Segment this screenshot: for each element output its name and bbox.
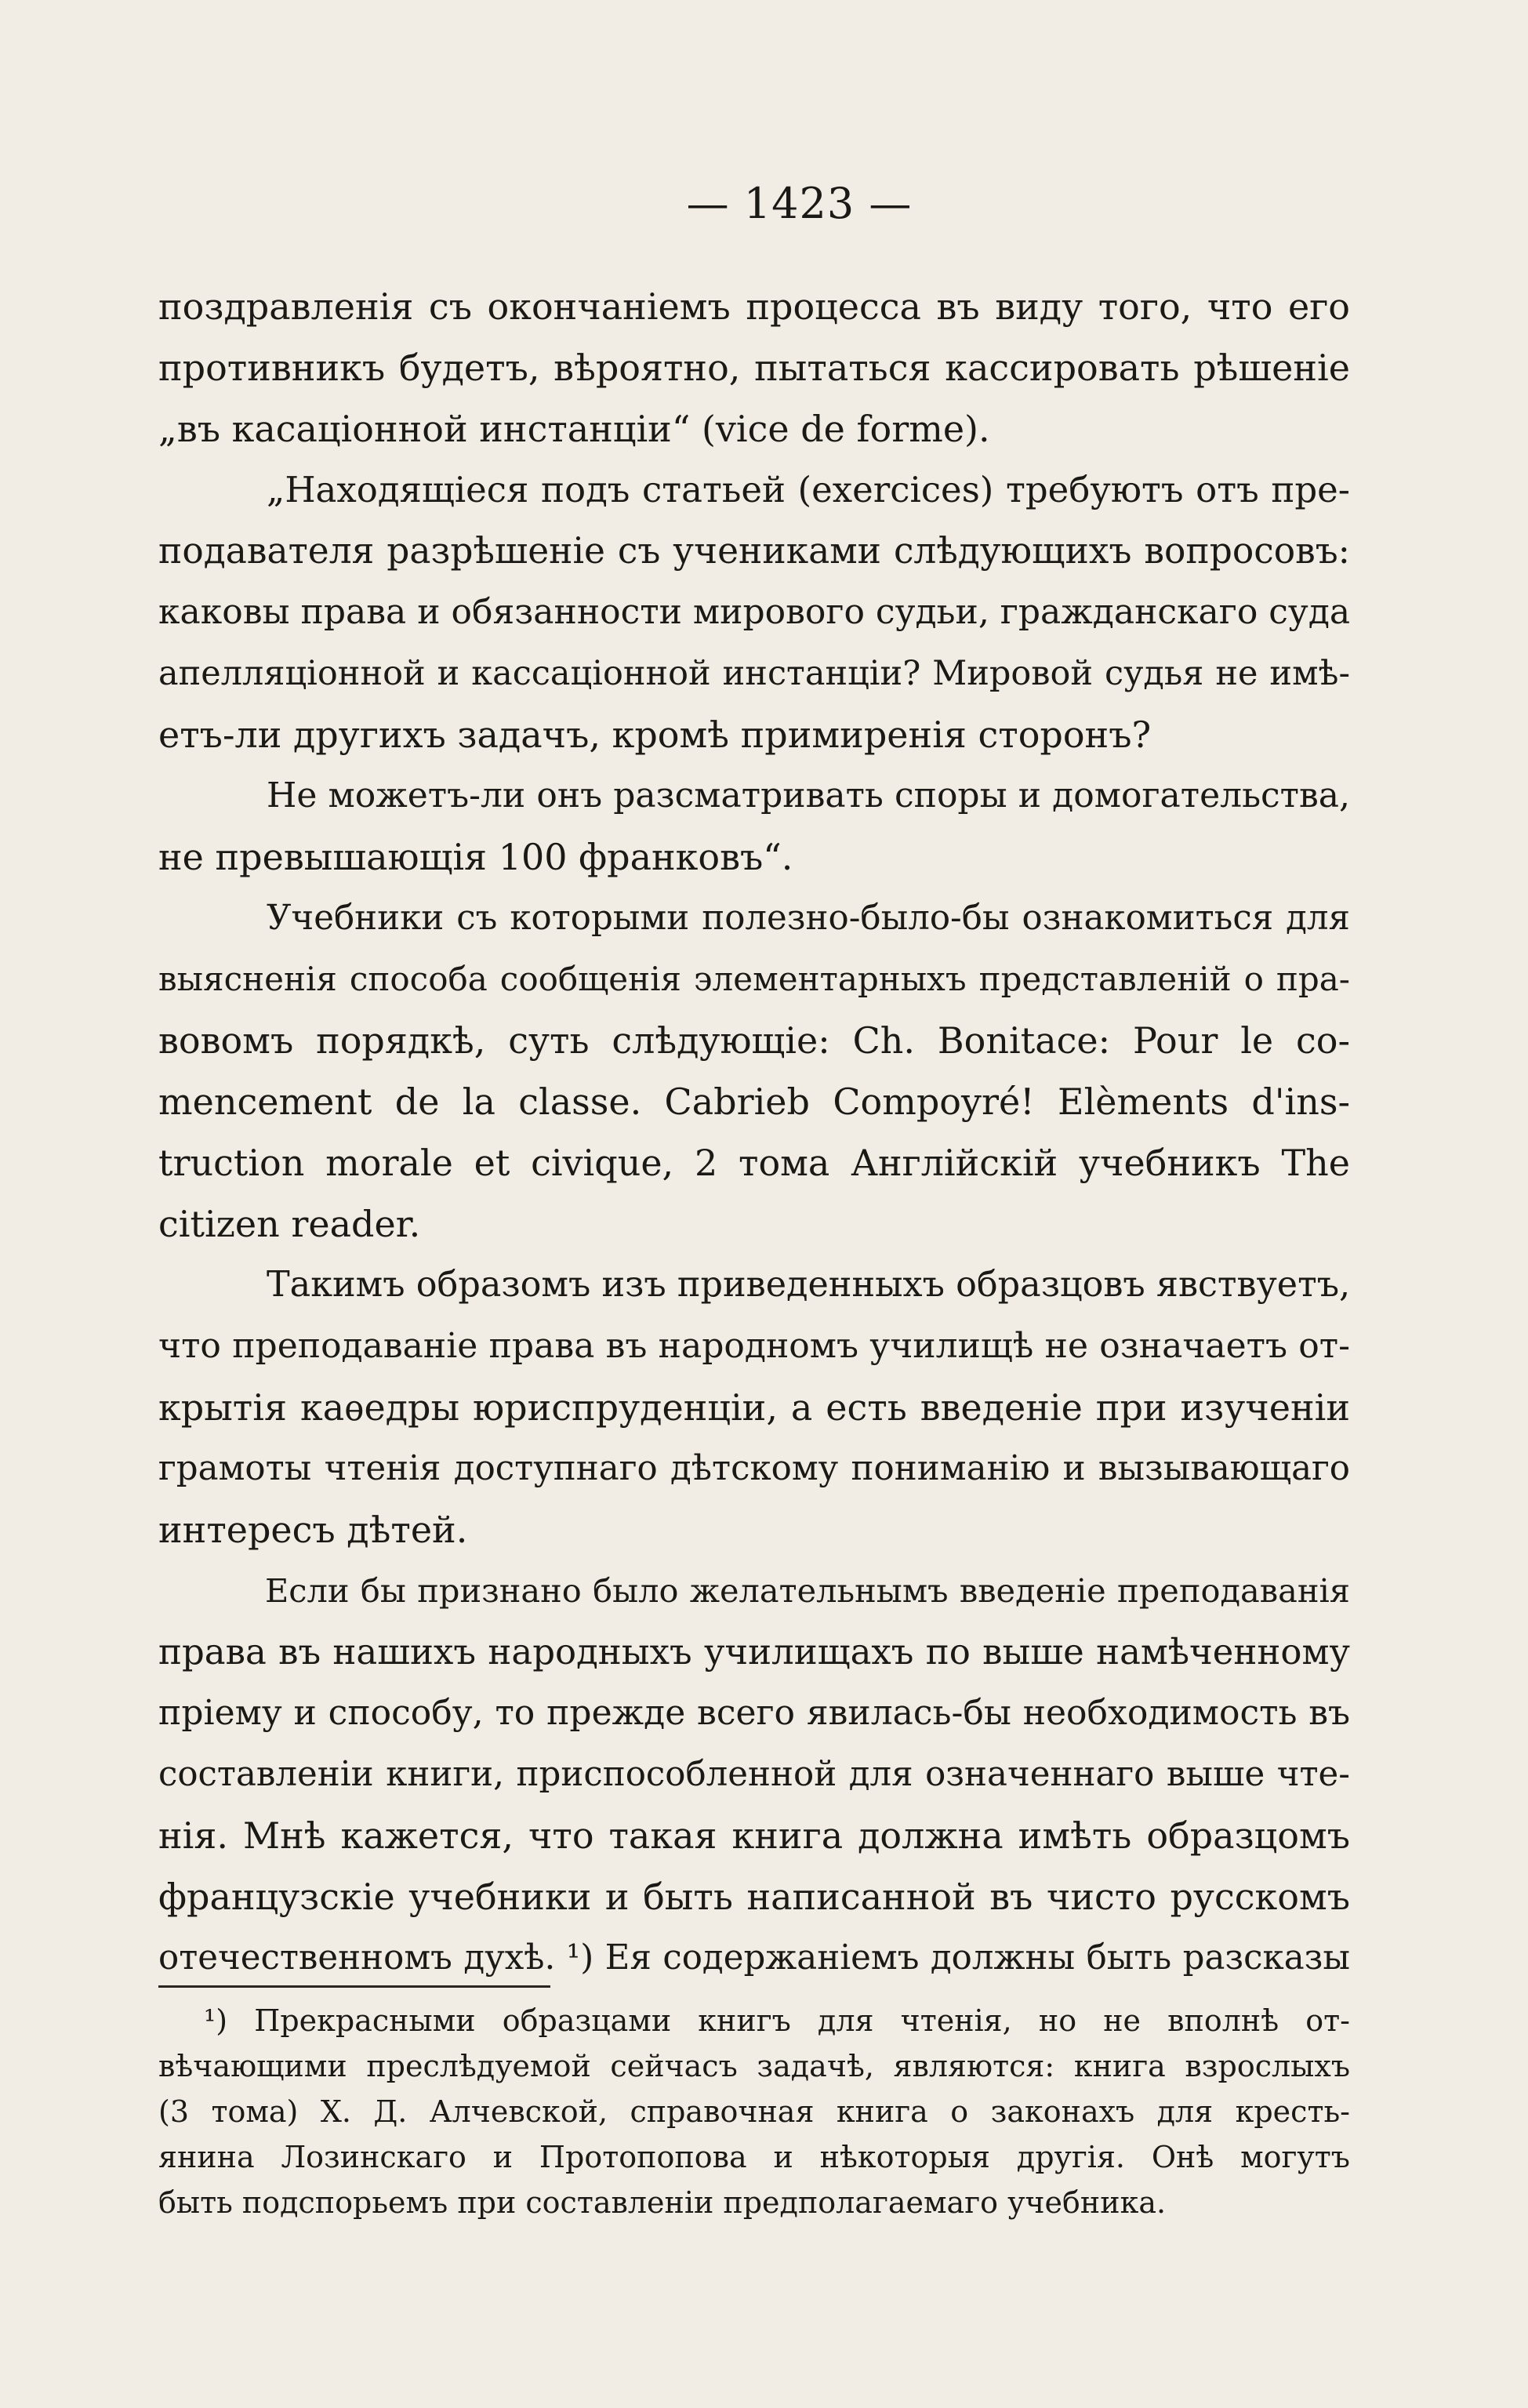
text-line: апелляціонной и кассаціонной инстанціи? Мировой судья не имѣ- — [158, 654, 1350, 693]
footnote-line: ¹) Прекрасными образцами книгъ для чтенія, но не вполнѣ от- — [204, 2003, 1350, 2038]
text-line: пріему и способу, то прежде всего явилась-бы необходимость въ — [158, 1693, 1350, 1733]
text-line: права въ нашихъ народныхъ училищахъ по выше намѣченному — [158, 1631, 1350, 1673]
page-number: — 1423 — — [686, 179, 913, 228]
main-text — [158, 276, 1350, 1989]
text-line: „Находящіеся подъ статьей (exercices) требуютъ отъ пре- — [267, 469, 1350, 510]
footnote-line: быть подспорьемъ при составленіи предполагаемаго учебника. — [158, 2185, 1167, 2220]
text-line: выясненія способа сообщенія элементарныхъ представленій о пра- — [158, 960, 1350, 998]
text-line: крытія каѳедры юриспруденціи, а есть введеніе при изученіи — [158, 1386, 1350, 1429]
text-line: грамоты чтенія доступнаго дѣтскому пониманію и вызывающаго — [158, 1449, 1350, 1488]
text-line: нія. Мнѣ кажется, что такая книга должна имѣть образцомъ — [158, 1814, 1350, 1857]
footnote-line: (3 тома) Х. Д. Алчевской, справочная книга о законахъ для кресть- — [158, 2094, 1350, 2129]
text-line: что преподаваніе права въ народномъ училищѣ не означаетъ от- — [158, 1326, 1350, 1366]
text-line: каковы права и обязанности мирового судьи, гражданскаго суда — [158, 592, 1351, 632]
footnote-line: янина Лозинскаго и Протопопова и нѣкоторыя другія. Онѣ могутъ — [158, 2140, 1350, 2174]
text-line: citizen reader. — [158, 1203, 421, 1245]
text-line: truction morale et civique, 2 тома Англійскій учебникъ The — [158, 1142, 1350, 1184]
footnote-line: вѣчающими преслѣдуемой сейчасъ задачѣ, являются: книга взрослыхъ — [158, 2049, 1350, 2083]
text-line: Если бы признано было желательнымъ введеніе преподаванія — [265, 1571, 1350, 1610]
text-line: противникъ будетъ, вѣроятно, пытаться кассировать рѣшеніе — [158, 347, 1350, 389]
text-line: интересъ дѣтей. — [158, 1509, 468, 1551]
text-line: не превышающія 100 франковъ“. — [158, 836, 793, 878]
text-line: французскіе учебники и быть написанной въ чисто русскомъ — [158, 1876, 1350, 1918]
text-line: Учебники съ которыми полезно-было-бы ознакомиться для — [267, 899, 1350, 938]
text-line: составленіи книги, приспособленной для означеннаго выше чте- — [158, 1755, 1350, 1794]
text-line: етъ-ли другихъ задачъ, кромѣ примиренія сторонъ? — [158, 714, 1152, 756]
text-line: подавателя разрѣшеніе съ учениками слѣдующихъ вопросовъ: — [158, 530, 1350, 572]
text-line: mencement de la classe. Cabrieb Compoyré! Elèments d'ins- — [158, 1081, 1350, 1123]
text-line: отечественномъ духѣ. ¹) Ея содержаніемъ должны быть разсказы — [158, 1938, 1350, 1978]
text-line: вовомъ порядкѣ, суть слѣдующіе: Ch. Bonitace: Pour le co- — [158, 1019, 1350, 1062]
footnote — [158, 1998, 1350, 2225]
text-line: Такимъ образомъ изъ приведенныхъ образцовъ явствуетъ, — [267, 1265, 1351, 1305]
text-line: „въ касаціонной инстанціи“ (vice de forme). — [158, 408, 990, 450]
text-line: Не можетъ-ли онъ разсматривать споры и домогательства, — [267, 775, 1350, 815]
footnote-divider — [158, 1985, 550, 1988]
text-line: поздравленія съ окончаніемъ процесса въ виду того, что его — [158, 285, 1350, 328]
